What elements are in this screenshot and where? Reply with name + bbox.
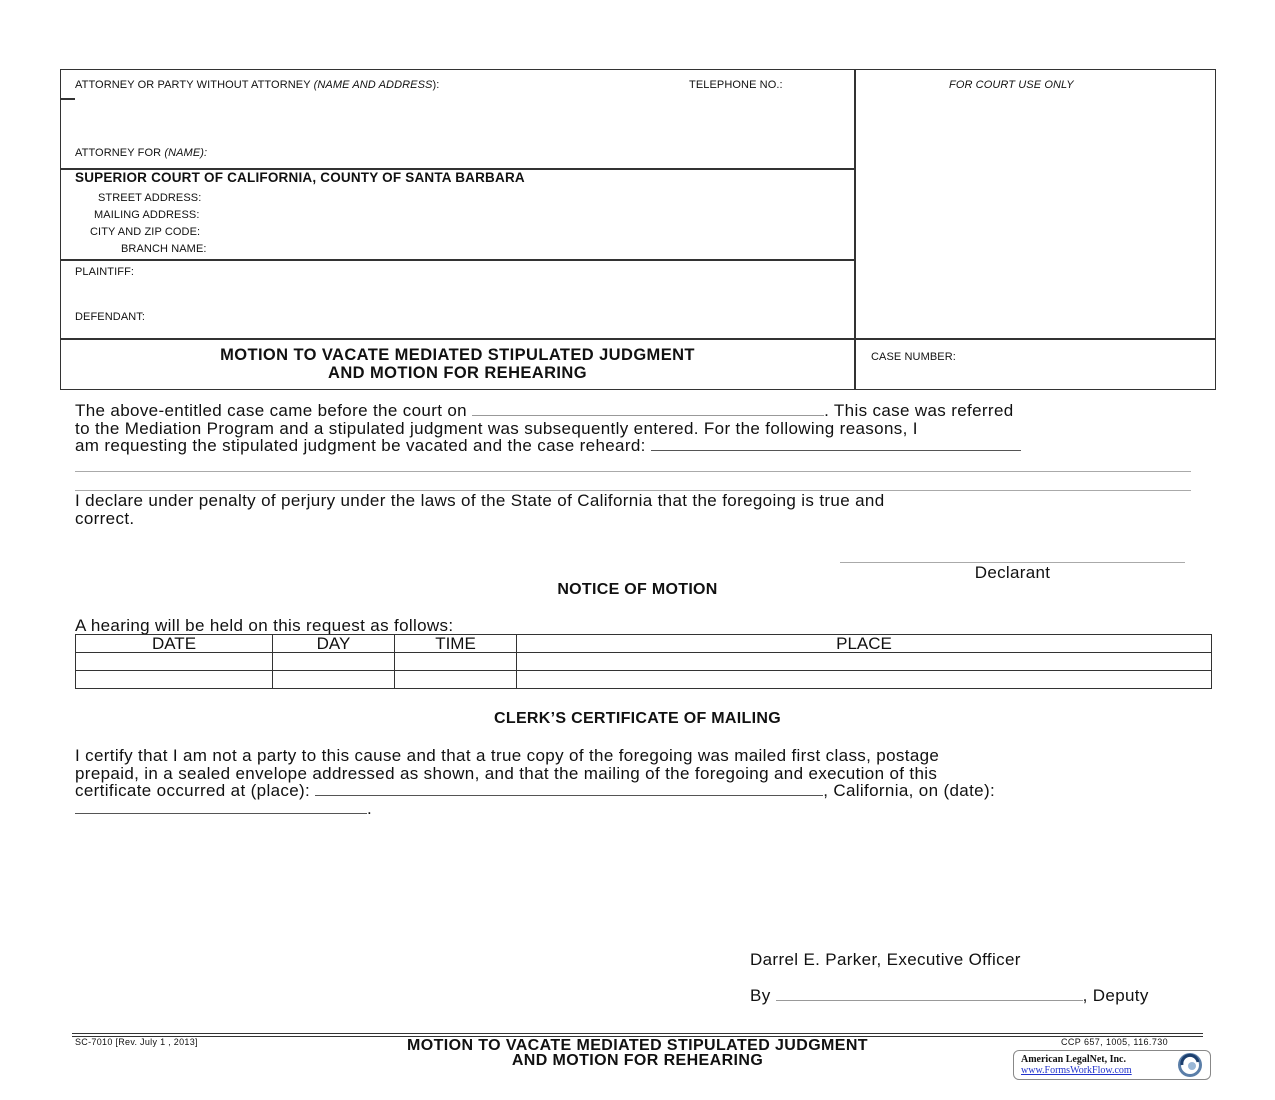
column-header-place: PLACE <box>517 635 1212 653</box>
attorney-for-text: ATTORNEY FOR <box>75 147 165 159</box>
declarant-label: Declarant <box>974 563 1051 582</box>
time-cell[interactable] <box>395 671 517 689</box>
column-header-time: TIME <box>395 635 517 653</box>
declaration-line2: correct. <box>75 508 135 528</box>
court-use-label: FOR COURT USE ONLY <box>949 79 1074 91</box>
p1-text-b: . This case was referred <box>824 401 1014 420</box>
branch-name-label: BRANCH NAME: <box>121 243 207 255</box>
certificate-period: . <box>367 798 373 818</box>
by-label: By <box>750 986 771 1005</box>
declaration-line1: I declare under penalty of perjury under the laws of the State of California that the foregoing is true and <box>75 491 885 510</box>
date-cell[interactable] <box>76 671 273 689</box>
certificate-line4 <box>75 800 372 818</box>
column-header-day: DAY <box>273 635 395 653</box>
telephone-label: TELEPHONE NO.: <box>689 79 783 91</box>
date-cell[interactable] <box>76 653 273 671</box>
certificate-heading: CLERK’S CERTIFICATE OF MAILING <box>494 710 781 727</box>
attorney-label-text: ATTORNEY OR PARTY WITHOUT ATTORNEY <box>75 79 314 91</box>
american-legalnet-logo[interactable] <box>1013 1050 1211 1080</box>
city-zip-label: CITY AND ZIP CODE: <box>90 226 201 238</box>
table-row <box>76 671 1212 689</box>
attorney-label <box>75 79 439 91</box>
place-cell[interactable] <box>517 671 1212 689</box>
logo-url[interactable]: www.FormsWorkFlow.com <box>1021 1065 1132 1076</box>
footer-title-line1: MOTION TO VACATE MEDIATED STIPULATED JUDGMENT <box>407 1037 868 1054</box>
divider-title <box>60 338 1215 340</box>
caption-divider-vertical <box>854 69 856 390</box>
deputy-label: , Deputy <box>1082 986 1149 1005</box>
mailing-place-blank[interactable] <box>315 794 823 796</box>
corner-mark <box>61 98 75 100</box>
table-row <box>76 653 1212 671</box>
form-id: SC-7010 [Rev. July 1 , 2013] <box>75 1037 198 1047</box>
hearing-intro: A hearing will be held on this request as follows: <box>75 616 454 635</box>
certificate-line3 <box>75 782 995 800</box>
executive-officer: Darrel E. Parker, Executive Officer <box>750 950 1021 969</box>
street-address-label: STREET ADDRESS: <box>98 192 202 204</box>
form-title-line2: AND MOTION FOR REHEARING <box>328 364 587 382</box>
attorney-label-italic: (NAME AND ADDRESS <box>313 79 433 91</box>
reasons-blank[interactable] <box>651 449 1021 451</box>
reasons-line-2[interactable] <box>75 471 1191 472</box>
hearing-table <box>75 634 1212 689</box>
case-number-label: CASE NUMBER: <box>871 351 956 363</box>
mailing-date-blank[interactable] <box>75 812 367 814</box>
code-references: CCP 657, 1005, 116.730 <box>1061 1037 1169 1047</box>
deputy-signature-blank[interactable] <box>776 999 1083 1001</box>
time-cell[interactable] <box>395 653 517 671</box>
form-title <box>60 346 855 382</box>
day-cell[interactable] <box>273 671 395 689</box>
paragraph-line1 <box>75 402 1014 420</box>
column-header-date: DATE <box>76 635 273 653</box>
divider-court <box>60 259 855 261</box>
p1-text-line3: am requesting the stipulated judgment be vacated and the case reheard: <box>75 436 646 455</box>
attorney-for-italic: (NAME): <box>164 147 208 159</box>
place-cell[interactable] <box>517 653 1212 671</box>
mailing-address-label: MAILING ADDRESS: <box>94 209 200 221</box>
certificate-line2: prepaid, in a sealed envelope addressed as shown, and that the mailing of the foregoing and execution of this <box>75 763 938 783</box>
attorney-label-end: ): <box>432 79 440 91</box>
logo-company: American LegalNet, Inc. <box>1021 1054 1126 1065</box>
day-cell[interactable] <box>273 653 395 671</box>
defendant-label: DEFENDANT: <box>75 311 146 323</box>
attorney-for-label <box>75 147 207 159</box>
caption-box <box>60 69 1216 390</box>
certificate-place-label: certificate occurred at (place): <box>75 781 311 800</box>
court-name: SUPERIOR COURT OF CALIFORNIA, COUNTY OF SANTA BARBARA <box>75 170 525 185</box>
paragraph-line3 <box>75 437 1021 455</box>
plaintiff-label: PLAINTIFF: <box>75 266 135 278</box>
certificate-line1: I certify that I am not a party to this cause and that a true copy of the foregoing was mailed first class, postage <box>75 746 940 765</box>
hearing-date-blank[interactable] <box>472 414 824 416</box>
footer-title-line2: AND MOTION FOR REHEARING <box>511 1052 764 1069</box>
footer-rule-top <box>72 1033 1203 1034</box>
globe-logo-icon <box>1172 1051 1208 1079</box>
footer-title <box>300 1038 975 1068</box>
deputy-signature-row <box>750 987 1149 1005</box>
certificate-date-label: , California, on (date): <box>823 781 996 800</box>
hearing-table-header <box>76 635 1212 653</box>
notice-heading: NOTICE OF MOTION <box>557 581 718 598</box>
paragraph-line2: to the Mediation Program and a stipulated judgment was subsequently entered. For the following reasons, I <box>75 418 918 438</box>
form-title-line1: MOTION TO VACATE MEDIATED STIPULATED JUDGMENT <box>220 346 695 364</box>
p1-text-a: The above-entitled case came before the court on <box>75 401 467 420</box>
